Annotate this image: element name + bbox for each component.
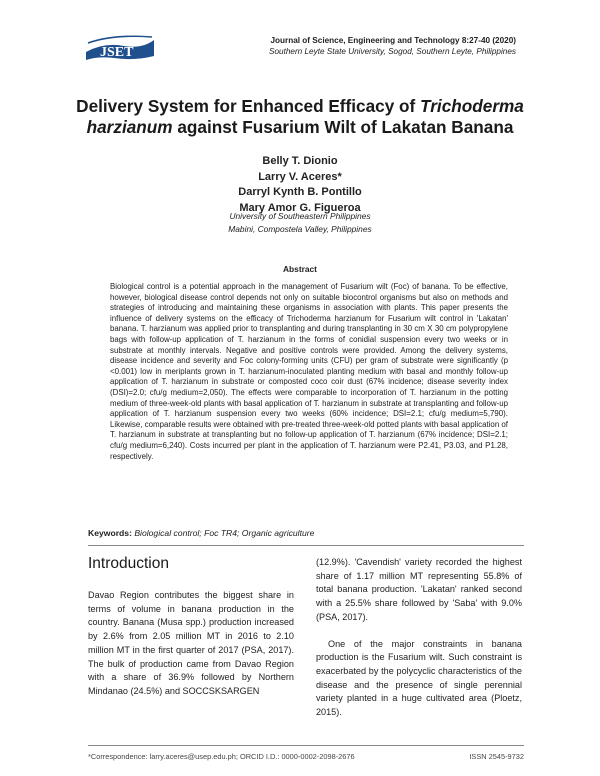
journal-citation: Journal of Science, Engineering and Technology 8:27-40 (2020) <box>270 36 516 45</box>
affiliation-university: University of Southeastern Philippines <box>229 211 371 221</box>
author: Larry V. Aceres* <box>258 170 342 183</box>
paper-title: Delivery System for Enhanced Efficacy of Trichoderma harzianum against Fusarium Wilt of Lakatan Banana <box>76 96 524 137</box>
logo-text: JSET <box>100 45 134 60</box>
body-column-right <box>316 556 522 720</box>
footer-divider <box>88 745 524 746</box>
author: Belly T. Dionio <box>262 155 338 167</box>
divider <box>88 545 524 546</box>
author-list <box>0 154 600 216</box>
affiliation <box>0 210 600 236</box>
journal-info <box>269 35 516 57</box>
abstract-heading: Abstract <box>283 264 317 274</box>
issn: ISSN 2545-9732 <box>469 752 524 761</box>
keywords <box>88 528 314 538</box>
footer <box>88 752 524 761</box>
journal-logo <box>84 34 156 62</box>
author: Mary Amor G. Figueroa <box>239 201 361 214</box>
keywords-label: Keywords: <box>88 528 132 538</box>
paragraph: One of the major constraints in banana production is the Fusarium wilt. Such constraint is exacerbated by the polycyclic characteristics of the disease and the presence of single perennial variety planted in a huge cultivated area (Ploetz, 2015). <box>316 638 522 718</box>
keywords-text: Biological control; Foc TR4; Organic agriculture <box>134 528 315 538</box>
paragraph: Davao Region contributes the biggest share in terms of volume in banana production in the country. Banana (Musa spp.) production increased by 2.6% from 2.05 million MT in 2016 to 2.10 million MT in the first quarter of 2017 (PSA, 2017). The bulk of production came from Davao Region with a share of 36.9% followed by Northern Mindanao (24.5%) and SOCCSKSARGEN <box>88 590 294 696</box>
correspondence: *Correspondence: larry.aceres@usep.edu.ph; ORCID I.D.: 0000-0002-2098-2676 <box>88 752 355 761</box>
affiliation-location: Mabini, Compostela Valley, Philippines <box>228 224 372 234</box>
section-heading-introduction: Introduction <box>88 555 169 572</box>
journal-publisher: Southern Leyte State University, Sogod, Southern Leyte, Philippines <box>269 47 516 56</box>
author: Darryl Kynth B. Pontillo <box>238 186 362 198</box>
abstract-text: Biological control is a potential approach in the management of Fusarium wilt (Foc) of banana. To be effective, however, biological disease control depends not only on suitable biocontrol organisms but also on methods and strategies of introducing and maintaining these organisms in association with plants. This paper presents the influence of delivery systems on the efficacy of Trichoderma harzianum for Fusarium wilt control in 'Lakatan' banana. T. harzianum was applied prior to transplanting and during transplanting in 30 cm X 30 cm polypropylene bags with follow-up application of T. harzianum in the forms of conidial suspension every two weeks or in substrate at monthly intervals. Negative and positive controls were provided. Among the delivery systems, disease incidence and severity and Foc colony-forming units (CFU) per gram of substrate were significantly (p <0.001) low in meriplants grown in T. harzianum-inoculated planting medium with basal and monthly follow-up application of T. harzianum in substrate or composted coco coir dust (67% incidence; disease severity index (DSI)=2.0; cfu/g medium=2,050). The effects were comparable to incorporation of T. harzianum in the potting medium of three-week-old plants with basal application of T. harzianum in substrate at transplanting and follow-up application of T. harzianum suspension every two weeks (60% incidence; DSI=2.1; cfu/g medium=5,790). Likewise, comparable results were obtained with pre-treated three-week-old potted plants with basal application of T. harzianum in substrate at transplanting but no follow-up application of T. harzianum (67% incidence; DSI=2.1; cfu/g medium=6,240). Costs incurred per plant in the application of T. harzianum were P2.41, P3.03, and P1.28, respectively. <box>110 282 508 461</box>
body-column-left <box>88 589 294 699</box>
paragraph: (12.9%). 'Cavendish' variety recorded the highest share of 1.17 million MT representing 55.8% of total banana production. 'Lakatan' ranked second with a 25.5% share followed by 'Saba' with 9.0% (PSA, 2017). <box>316 557 522 622</box>
